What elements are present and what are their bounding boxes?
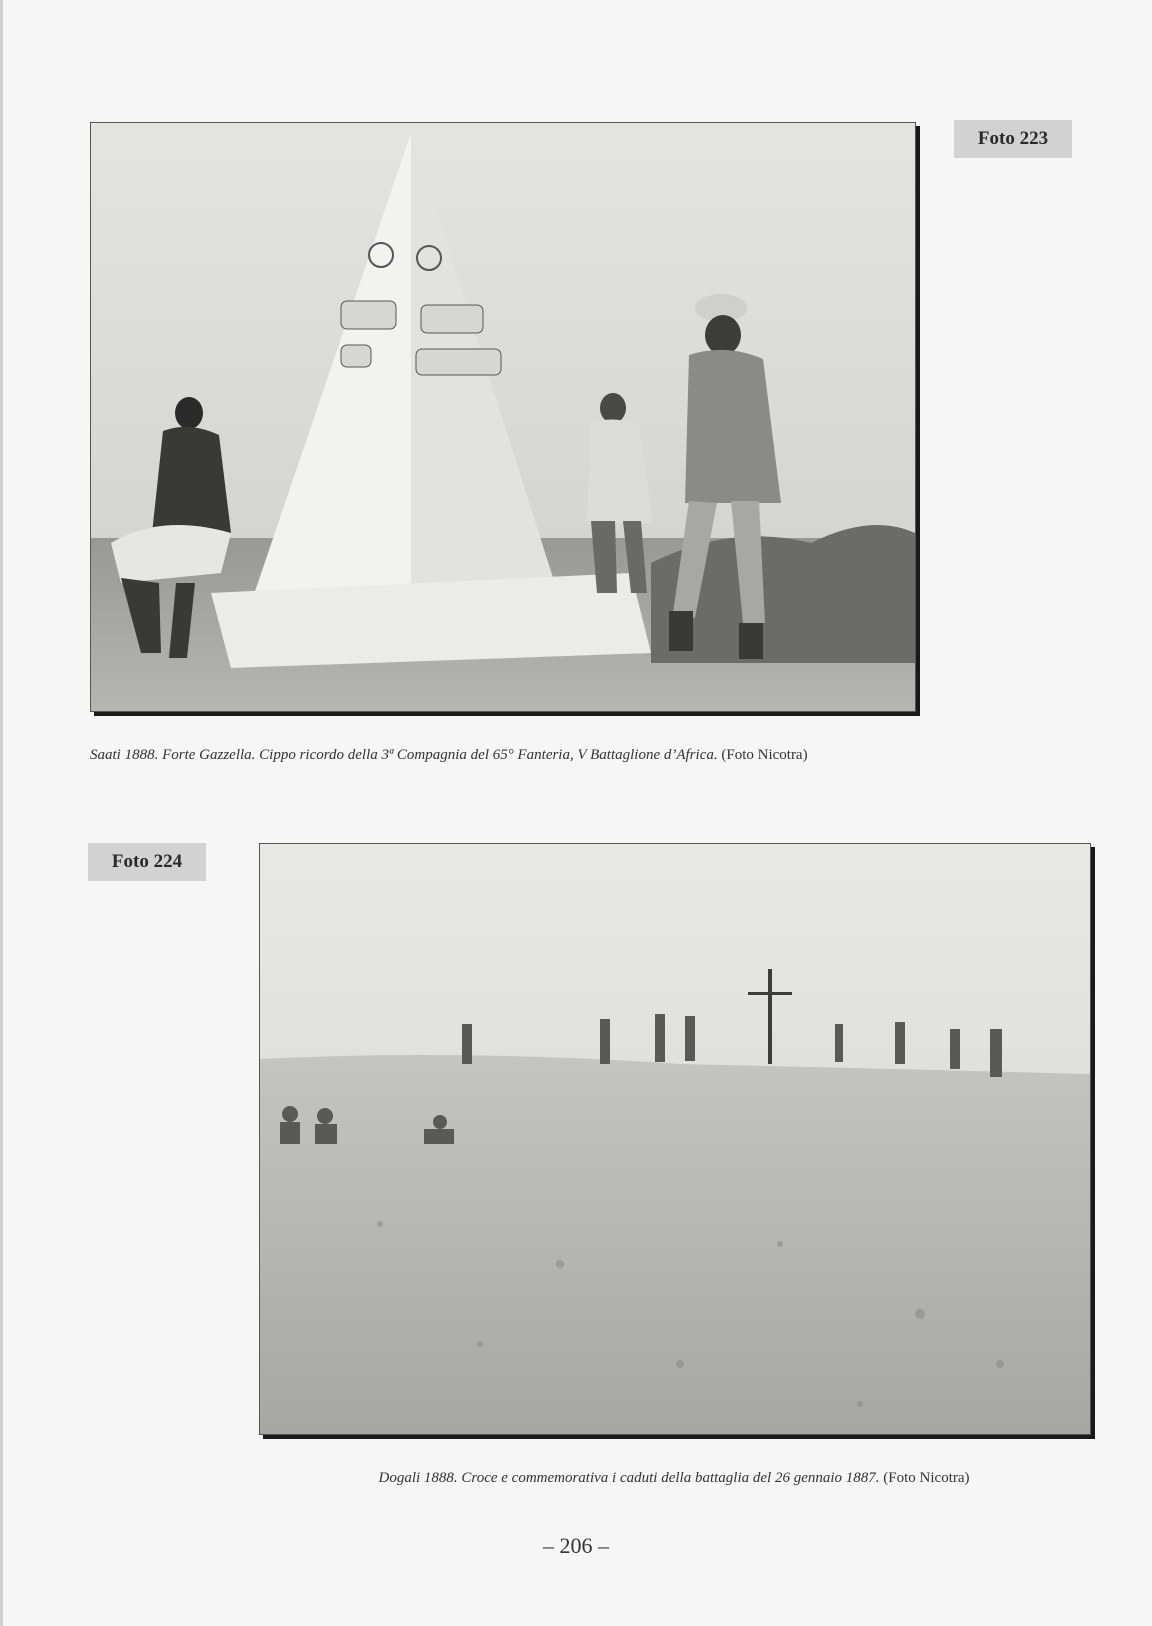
photo-caption-223 (90, 744, 920, 766)
photo-cross (259, 843, 1091, 1435)
page-edge (0, 0, 3, 1626)
photo-monument (90, 122, 916, 712)
caption-223-credit: (Foto Nicotra) (717, 747, 808, 763)
photo-monument-image (91, 123, 915, 711)
caption-224-credit: (Foto Nicotra) (879, 1470, 970, 1486)
caption-224-text: Dogali 1888. Croce e commemorativa i caduti della battaglia del 26 gennaio 1887. (378, 1470, 880, 1486)
photo-cross-image (260, 844, 1090, 1434)
page-number: – 206 – (543, 1533, 609, 1558)
caption-223-text: Saati 1888. Forte Gazzella. Cippo ricordo della 3ª Compagnia del 65° Fanteria, V Battaglione d’Africa. (90, 747, 718, 763)
photo-caption-224 (259, 1467, 1089, 1489)
photo-label-224: Foto 224 (88, 843, 206, 881)
photo-label-223: Foto 223 (954, 120, 1072, 158)
